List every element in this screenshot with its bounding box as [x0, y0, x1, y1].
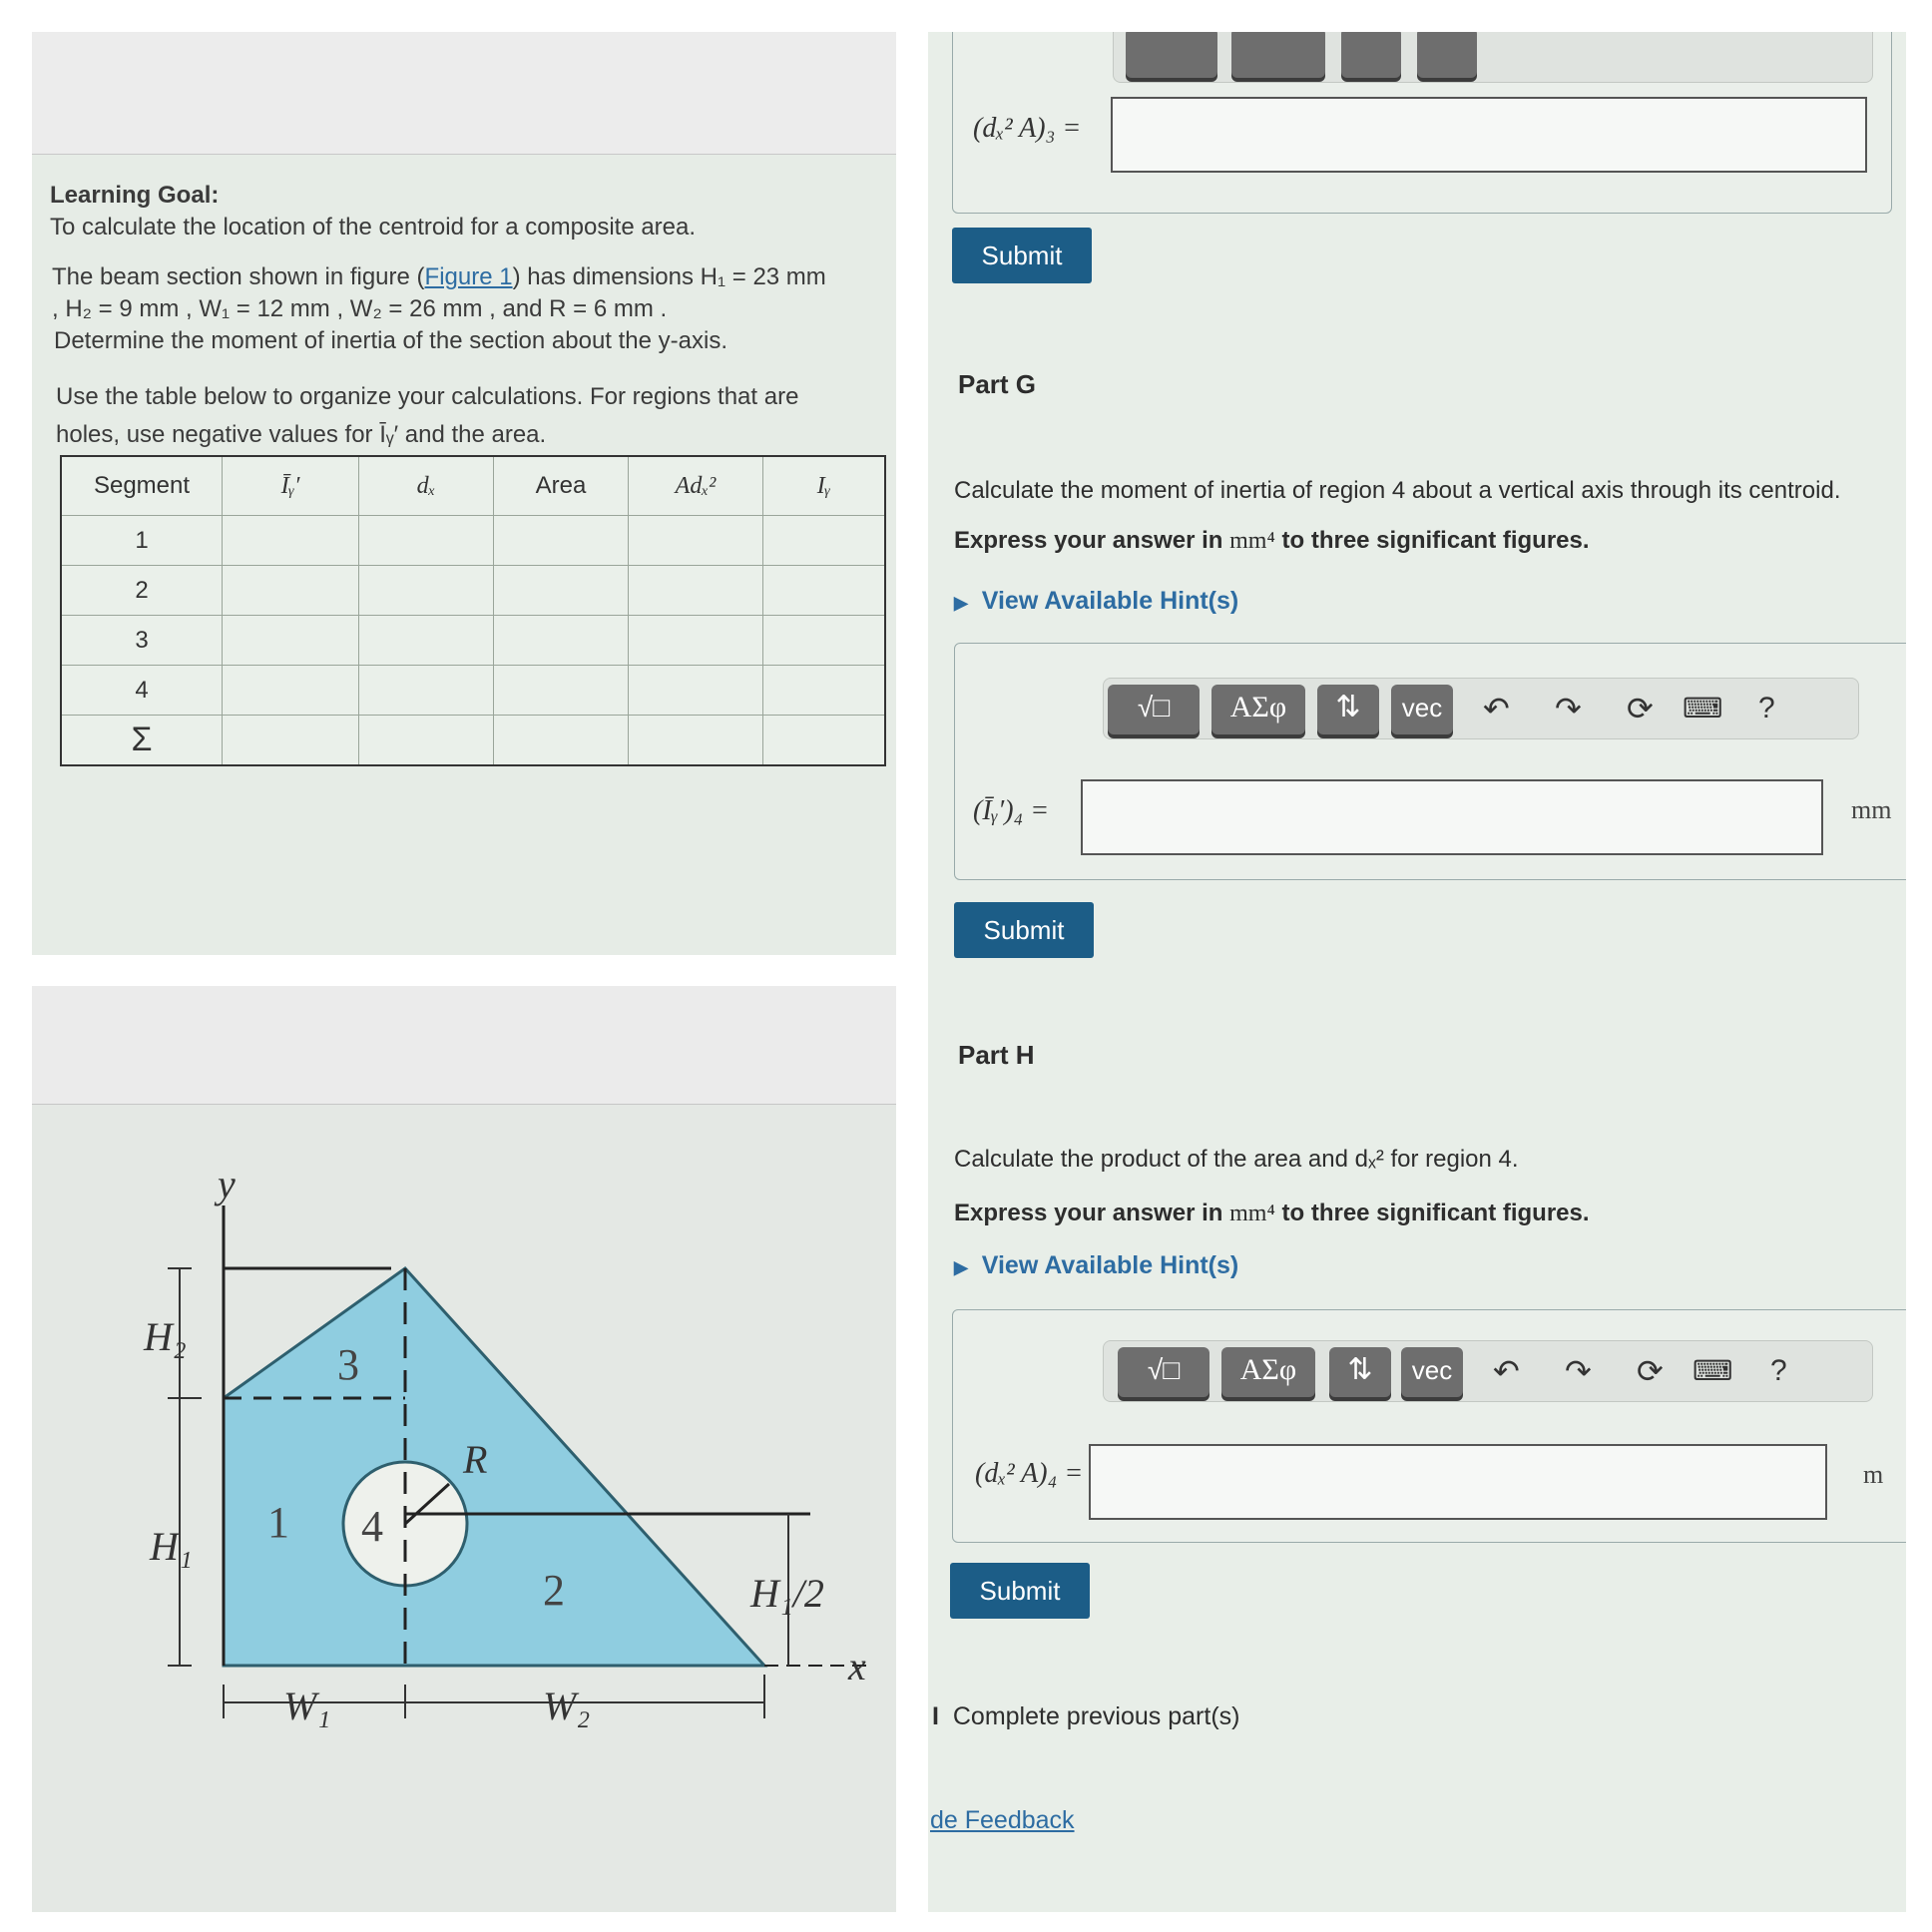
table-cell[interactable] [629, 616, 763, 666]
arrows-button[interactable]: ⇅ [1329, 1347, 1391, 1397]
table-cell[interactable] [494, 516, 629, 566]
question-panel [928, 32, 1906, 1912]
vec-button[interactable] [1417, 32, 1477, 78]
table-cell[interactable] [763, 566, 886, 616]
caret-right-icon: ▶ [954, 1257, 968, 1277]
table-cell[interactable] [629, 566, 763, 616]
table-cell[interactable] [763, 516, 886, 566]
math-toolbar-h [1103, 1340, 1873, 1402]
express-text-post: to three significant figures. [1281, 527, 1590, 554]
region-4-label: 4 [361, 1502, 383, 1551]
submit-button-h[interactable]: Submit [950, 1563, 1090, 1619]
table-cell[interactable] [494, 616, 629, 666]
col-iy: Iᵧ [763, 456, 886, 516]
learning-goal-title: Learning Goal: [50, 182, 220, 209]
table-cell[interactable] [629, 716, 763, 766]
part-g-express [954, 527, 1590, 555]
beam-text-post: ) has dimensions H₁ = 23 mm [512, 263, 826, 290]
keyboard-icon[interactable]: ⌨ [1683, 693, 1723, 724]
redo-icon[interactable]: ↷ [1565, 1353, 1592, 1389]
arrows-button[interactable] [1341, 32, 1401, 78]
table-row [61, 666, 885, 716]
learning-goal-panel [32, 32, 896, 955]
calculation-table [60, 455, 886, 766]
previous-answer-box [952, 32, 1892, 214]
part-g-question: Calculate the moment of inertia of region 4 about a vertical axis through its centroid. [954, 477, 1841, 504]
express-text: Express your answer in [954, 527, 1223, 554]
math-toolbar-g [1103, 678, 1859, 739]
hint-text: View Available Hint(s) [981, 587, 1239, 615]
part-h-answer-box [952, 1309, 1906, 1543]
table-cell[interactable] [494, 566, 629, 616]
table-cell[interactable] [223, 516, 359, 566]
answer-input-3[interactable] [1111, 97, 1867, 173]
greek-button[interactable]: ΑΣφ [1211, 685, 1305, 734]
beam-text-pre: The beam section shown in figure ( [52, 263, 425, 290]
segment-cell: 4 [61, 666, 223, 716]
table-cell[interactable] [629, 666, 763, 716]
caret-right-icon: ▶ [954, 593, 968, 613]
table-cell[interactable] [763, 666, 886, 716]
undo-icon[interactable]: ↶ [1493, 1353, 1520, 1389]
submit-button-f[interactable]: Submit [952, 228, 1092, 283]
h1-label: H₁ [150, 1524, 193, 1569]
table-cell[interactable] [494, 716, 629, 766]
col-iy-bar: Īᵧ′ [223, 456, 359, 516]
greek-button[interactable]: ΑΣφ [1221, 1347, 1315, 1397]
x-axis-label: x [848, 1644, 866, 1689]
part-h-question: Calculate the product of the area and dₓ² for region 4. [954, 1146, 1519, 1173]
table-cell[interactable] [359, 566, 494, 616]
complete-previous-note [932, 1702, 1239, 1731]
unit-text: mm⁴ [1229, 1201, 1275, 1226]
figure-panel [32, 986, 896, 1912]
segment-cell: 1 [61, 516, 223, 566]
table-cell[interactable] [223, 666, 359, 716]
answer-label-g: (Īᵧ′)₄ = [973, 795, 1050, 826]
answer-input-g[interactable] [1081, 779, 1823, 855]
help-icon[interactable]: ? [1758, 692, 1775, 724]
h2-label: H₂ [144, 1314, 187, 1359]
beam-section-shape [224, 1268, 764, 1666]
figure-link[interactable]: Figure 1 [424, 263, 513, 290]
radius-label: R [463, 1437, 488, 1482]
table-cell[interactable] [223, 616, 359, 666]
complete-previous-text: Complete previous part(s) [952, 1702, 1240, 1730]
express-text-post: to three significant figures. [1281, 1200, 1590, 1226]
h1-half-label: H₁/2 [750, 1571, 824, 1616]
sum-cell: Σ [61, 716, 223, 766]
arrows-button[interactable]: ⇅ [1317, 685, 1379, 734]
col-segment: Segment [61, 456, 223, 516]
segment-cell: 2 [61, 566, 223, 616]
part-h-title: Part H [958, 1040, 1035, 1070]
region-3-label: 3 [337, 1340, 359, 1389]
answer-input-h[interactable] [1089, 1444, 1827, 1520]
col-dx: dₓ [359, 456, 494, 516]
beam-description [52, 263, 826, 291]
templates-button[interactable] [1126, 32, 1217, 78]
unit-text: mm⁴ [1229, 528, 1275, 554]
y-axis-label: y [218, 1162, 236, 1207]
col-area: Area [494, 456, 629, 516]
answer-label-3: (dₓ² A)₃ = [973, 113, 1082, 144]
table-header-row [61, 456, 885, 516]
table-cell[interactable] [223, 716, 359, 766]
table-sum-row [61, 716, 885, 766]
table-note-2: holes, use negative values for Īᵧ′ and the area. [56, 421, 547, 448]
part-g-answer-box [954, 643, 1906, 880]
math-toolbar [1113, 32, 1873, 83]
table-cell[interactable] [763, 616, 886, 666]
vec-button[interactable]: vec [1401, 1347, 1463, 1397]
unit-label-h: m [1863, 1460, 1884, 1489]
w2-label: W₂ [543, 1684, 591, 1728]
col-adx2: Adₓ² [629, 456, 763, 516]
table-cell[interactable] [629, 516, 763, 566]
table-cell[interactable] [359, 516, 494, 566]
table-row [61, 616, 885, 666]
greek-button[interactable] [1231, 32, 1325, 78]
beam-section-figure [32, 986, 896, 1912]
templates-button[interactable]: √□ [1118, 1347, 1209, 1397]
indicator-bar: I [932, 1702, 939, 1730]
redo-icon[interactable]: ↷ [1555, 691, 1582, 726]
undo-icon[interactable]: ↶ [1483, 691, 1510, 726]
part-g-title: Part G [958, 369, 1037, 399]
segment-cell: 3 [61, 616, 223, 666]
table-cell[interactable] [359, 666, 494, 716]
part-g-hint-link[interactable] [954, 587, 1238, 616]
part-h-express [954, 1200, 1590, 1227]
table-cell[interactable] [359, 716, 494, 766]
express-text: Express your answer in [954, 1200, 1223, 1226]
header-band [32, 32, 896, 155]
table-cell[interactable] [494, 666, 629, 716]
beam-dimensions: , H₂ = 9 mm , W₁ = 12 mm , W₂ = 26 mm , and R = 6 mm . [52, 295, 668, 322]
table-cell[interactable] [223, 566, 359, 616]
templates-button[interactable]: √□ [1108, 685, 1200, 734]
table-row [61, 516, 885, 566]
help-icon[interactable]: ? [1770, 1354, 1787, 1387]
region-2-label: 2 [543, 1566, 565, 1615]
learning-goal-text: To calculate the location of the centroid for a composite area. [50, 214, 697, 241]
beam-task: Determine the moment of inertia of the section about the y-axis. [54, 327, 728, 354]
reset-icon[interactable]: ⟳ [1637, 1353, 1664, 1389]
unit-label-g: mm [1851, 795, 1892, 824]
provide-feedback-link[interactable]: de Feedback [930, 1806, 1075, 1834]
vec-button[interactable]: vec [1391, 685, 1453, 734]
reset-icon[interactable]: ⟳ [1627, 691, 1654, 726]
table-note: Use the table below to organize your calculations. For regions that are [56, 383, 799, 410]
table-row [61, 566, 885, 616]
part-h-hint-link[interactable] [954, 1251, 1238, 1280]
hint-text: View Available Hint(s) [981, 1251, 1239, 1279]
keyboard-icon[interactable]: ⌨ [1692, 1355, 1733, 1386]
w1-label: W₁ [283, 1684, 331, 1728]
region-1-label: 1 [267, 1498, 289, 1547]
answer-label-h: (dₓ² A)₄ = [975, 1458, 1084, 1489]
submit-button-g[interactable]: Submit [954, 902, 1094, 958]
table-cell[interactable] [763, 716, 886, 766]
table-cell[interactable] [359, 616, 494, 666]
